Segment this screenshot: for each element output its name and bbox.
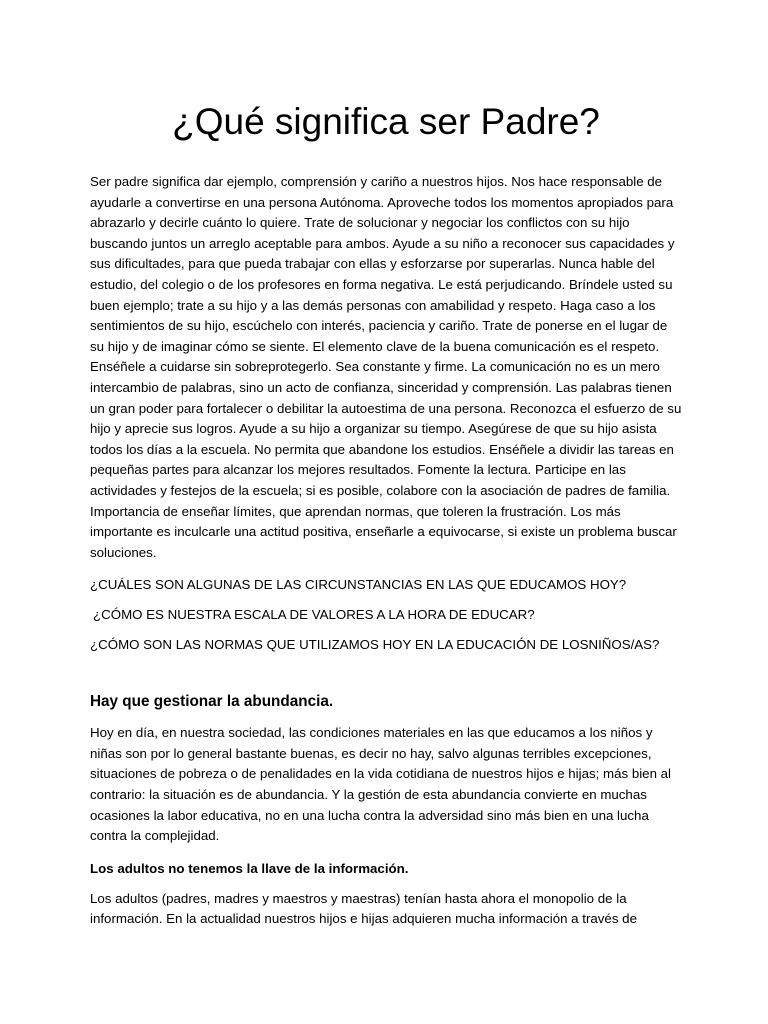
subheading-information: Los adultos no tenemos la llave de la información. xyxy=(90,860,409,876)
abundance-paragraph: Hoy en día, en nuestra sociedad, las condiciones materiales en las que educamos a los niños y niñas son por lo general bastante buenas, es decir no hay, salvo algunas terribles excepciones, situaciones de pobreza o de penalidades en la vida cotidiana de nuestros hijos e hijas; más bien al contrario: la situación es de abundancia. Y la gestión de esta abundancia convierte en muchas ocasiones la labor educativa, no en una lucha contra la adversidad sino más bien en una lucha contra la complejidad. xyxy=(90,725,672,844)
question-circumstances: ¿CUÁLES SON ALGUNAS DE LAS CIRCUNSTANCIAS EN LAS QUE EDUCAMOS HOY? xyxy=(90,577,627,593)
intro-paragraph: Ser padre significa dar ejemplo, comprensión y cariño a nuestros hijos. Nos hace responsable de ayudarle a convertirse en una persona Autónoma. Aproveche todos los momentos apropiados para abrazarlo y decirle cuánto lo quiere. Trate de solucionar y negociar los conflictos con su hijo buscando juntos un arreglo aceptable para ambos. Ayude a su niño a reconocer sus capacidades y sus dificultades, para que pueda trabajar con ellas y esforzarse por superarlas. Nunca hable del estudio, del colegio o de los profesores en forma negativa. Le está perjudicando. Bríndele usted su buen ejemplo; trate a su hijo y a las demás personas con amabilidad y respeto. Haga caso a los sentimientos de su hijo, escúchelo con interés, paciencia y cariño. Trate de ponerse en el lugar de su hijo y de imaginar cómo se siente. El elemento clave de la buena comunicación es el respeto. Enséñele a cuidarse sin sobreprotegerlo. Sea constante y firme. La comunicación no es un mero intercambio de palabras, sino un acto de confianza, sinceridad y comprensión. Las palabras tienen un gran poder para fortalecer o debilitar la autoestima de una persona. Reconozca el esfuerzo de su hijo y aprecie sus logros. Ayude a su hijo a organizar su tiempo. Asegúrese de que su hijo asista todos los días a la escuela. No permita que abandone los estudios. Enséñele a dividir las tareas en pequeñas partes para alcanzar los mejores resultados. Fomente la lectura. Participe en las actividades y festejos de la escuela; si es posible, colabore con la asociación de padres de familia. Importancia de enseñar límites, que aprendan normas, que toleren la frustración. Los más importante es inculcarle una actitud positiva, enseñarle a equivocarse, si existe un problema buscar soluciones. xyxy=(90,174,682,560)
page-title: ¿Qué significa ser Padre? xyxy=(172,101,600,142)
section-heading-abundance: Hay que gestionar la abundancia. xyxy=(90,693,334,711)
question-values-scale: ¿CÓMO ES NUESTRA ESCALA DE VALORES A LA HORA DE EDUCAR? xyxy=(93,607,535,623)
question-norms: ¿CÓMO SON LAS NORMAS QUE UTILIZAMOS HOY EN LA EDUCACIÓN DE LOSNIÑOS/AS? xyxy=(90,637,660,653)
information-paragraph: Los adultos (padres, madres y maestros y maestras) tenían hasta ahora el monopolio de la información. En la actualidad nuestros hijos e hijas adquieren mucha información a través de xyxy=(90,890,637,927)
document-page xyxy=(90,96,682,942)
